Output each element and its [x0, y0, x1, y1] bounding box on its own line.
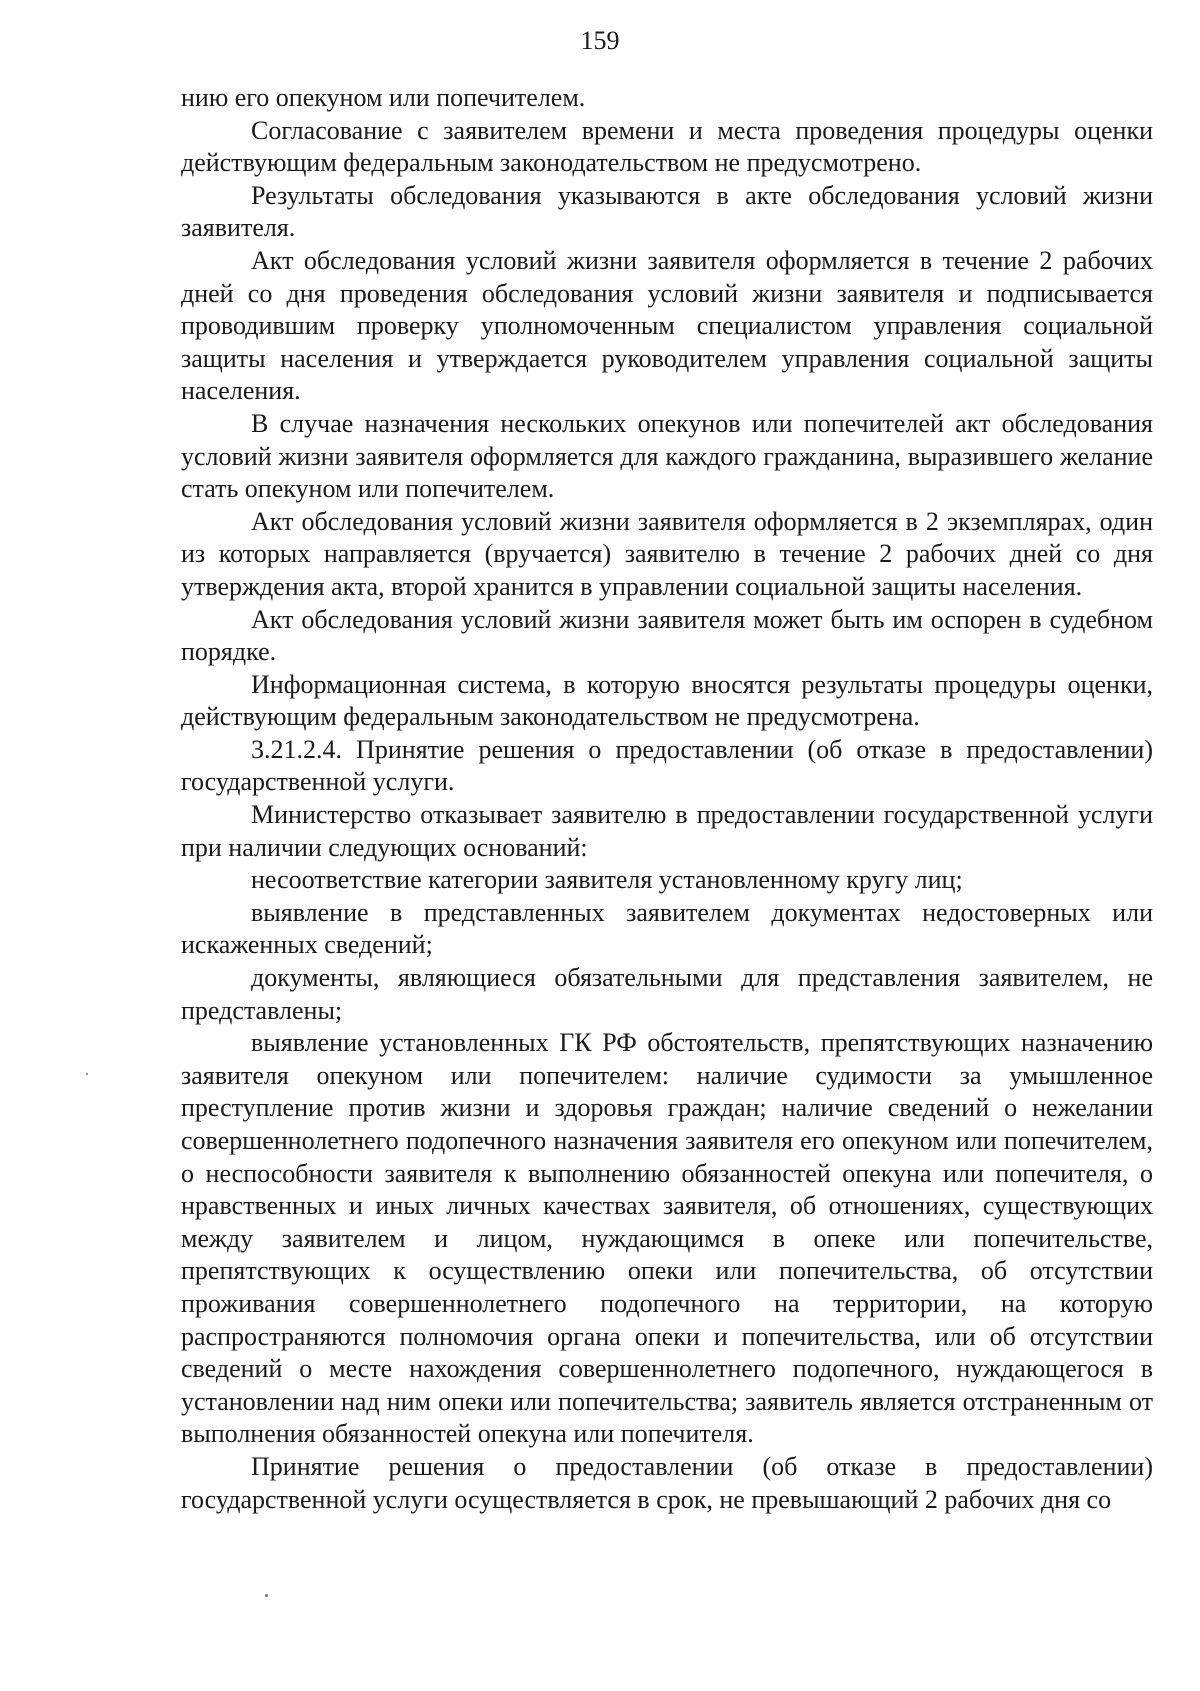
- scan-speck: [86, 1073, 88, 1075]
- section-heading: 3.21.2.4. Принятие решения о предоставлении (об отказе в предоставлении) государственной услуги.: [181, 734, 1153, 797]
- list-item: выявление в представленных заявителем документах недостоверных или искаженных сведений;: [181, 897, 1153, 960]
- paragraph: Принятие решения о предоставлении (об отказе в предоставлении) государственной услуги осуществляется в срок, не превышающий 2 рабочих дня со: [181, 1451, 1153, 1514]
- paragraph: Результаты обследования указываются в акте обследования условий жизни заявителя.: [181, 180, 1153, 243]
- scan-speck: [265, 1594, 268, 1597]
- paragraph: Акт обследования условий жизни заявителя может быть им оспорен в судебном порядке.: [181, 604, 1153, 667]
- list-item: несоответствие категории заявителя установленному кругу лиц;: [251, 865, 963, 895]
- document-body: [181, 82, 1153, 1516]
- paragraph: Акт обследования условий жизни заявителя оформляется в течение 2 рабочих дней со дня проведения обследования условий жизни заявителя и подписывается проводившим проверку уполномоченным специалистом управления социальной защиты населения и утверждается руководителем управления социальной защиты населения.: [181, 245, 1153, 406]
- paragraph: Согласование с заявителем времени и места проведения процедуры оценки действующим федеральным законодательством не предусмотрено.: [181, 115, 1153, 178]
- list-item: выявление установленных ГК РФ обстоятельств, препятствующих назначению заявителя опекуном или попечителем: наличие судимости за умышленное преступление против жизни и здоровья граждан; наличие сведений о нежелании совершеннолетнего подопечного назначения заявителя его опекуном или попечителем, о неспособности заявителя к выполнению обязанностей опекуна или попечителя, о нравственных и иных личных качествах заявителя, об отношениях, существующих между заявителем и лицом, нуждающимся в опеке или попечительстве, препятствующих к осуществлению опеки или попечительства, об отсутствии проживания совершеннолетнего подопечного на территории, на которую распространяются полномочия органа опеки и попечительства, или об отсутствии сведений о месте нахождения совершеннолетнего подопечного, нуждающегося в установлении над ним опеки или попечительства; заявитель является отстраненным от выполнения обязанностей опекуна или попечителя.: [181, 1028, 1153, 1449]
- paragraph: Акт обследования условий жизни заявителя оформляется в 2 экземплярах, один из которых направляется (вручается) заявителю в течение 2 рабочих дней со дня утверждения акта, второй хранится в управлении социальной защиты населения.: [181, 506, 1153, 601]
- paragraph: Информационная система, в которую вносятся результаты процедуры оценки, действующим федеральным законодательством не предусмотрена.: [181, 669, 1153, 732]
- list-item: документы, являющиеся обязательными для представления заявителем, не представлены;: [181, 963, 1153, 1025]
- paragraph: Министерство отказывает заявителю в предоставлении государственной услуги при наличии следующих оснований:: [181, 800, 1153, 862]
- paragraph-continuation: нию его опекуном или попечителем.: [181, 83, 586, 112]
- paragraph: В случае назначения нескольких опекунов или попечителей акт обследования условий жизни заявителя оформляется для каждого гражданина, выразившего желание стать опекуном или попечителем.: [181, 408, 1153, 504]
- page-number: 159: [580, 26, 620, 55]
